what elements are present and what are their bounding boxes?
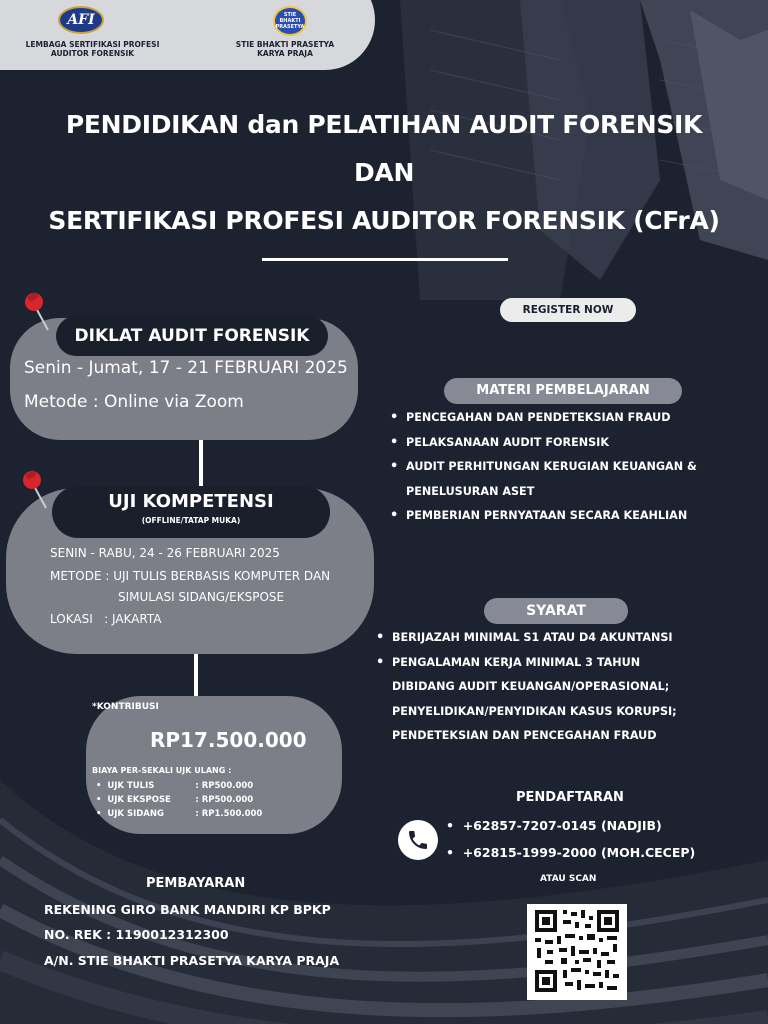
retake-item: • UJK EKSPOSE : RP500.000 bbox=[96, 795, 254, 805]
uji-heading: UJI KOMPETENSI bbox=[108, 491, 274, 512]
title-line-1: PENDIDIKAN dan PELATIHAN AUDIT FORENSIK bbox=[65, 110, 703, 139]
retake-item: • UJK TULIS : RP500.000 bbox=[96, 781, 254, 791]
afi-logo: AFI bbox=[58, 6, 104, 34]
syarat-list bbox=[372, 626, 752, 749]
register-now-button[interactable]: REGISTER NOW bbox=[500, 298, 636, 322]
syarat-heading: SYARAT bbox=[484, 598, 628, 624]
title-line-2: DAN bbox=[353, 158, 415, 187]
list-item-text: PENGALAMAN KERJA MINIMAL 3 TAHUN bbox=[392, 655, 641, 669]
diklat-method: Metode : Online via Zoom bbox=[24, 392, 244, 412]
list-item-text: PENYELIDIKAN/PENYIDIKAN KASUS KORUPSI; bbox=[392, 704, 677, 718]
list-item bbox=[372, 651, 752, 749]
stie-logo: STIE BHAKTI PRASETYA bbox=[273, 6, 307, 36]
uji-date: SENIN - RABU, 24 - 26 FEBRUARI 2025 bbox=[50, 546, 280, 560]
uji-location: LOKASI : JAKARTA bbox=[50, 612, 162, 626]
pendaftaran-heading: PENDAFTARAN bbox=[516, 790, 624, 805]
materi-heading: MATERI PEMBELAJARAN bbox=[444, 378, 682, 404]
header-banner bbox=[0, 0, 375, 70]
uji-method-cont: SIMULASI SIDANG/EKSPOSE bbox=[118, 590, 285, 604]
phone-icon bbox=[398, 820, 438, 860]
phone-contact[interactable]: • +62857-7207-0145 (NADJIB) bbox=[446, 818, 662, 833]
list-item-text: AUDIT PERHITUNGAN KERUGIAN KEUANGAN & bbox=[406, 460, 697, 473]
retake-item-price: : RP1.500.000 bbox=[195, 809, 263, 819]
retake-item-name: UJK TULIS bbox=[107, 781, 155, 791]
pushpin-icon bbox=[22, 290, 54, 336]
timeline-connector bbox=[199, 440, 203, 488]
list-item-text: DIBIDANG AUDIT KEUANGAN/OPERASIONAL; bbox=[392, 680, 670, 693]
retake-item-name: UJK EKSPOSE bbox=[107, 795, 171, 805]
diklat-date: Senin - Jumat, 17 - 21 FEBRUARI 2025 bbox=[24, 358, 348, 378]
pushpin-icon bbox=[20, 468, 52, 514]
title-line-3: SERTIFIKASI PROFESI AUDITOR FORENSIK (CFrA) bbox=[48, 206, 720, 235]
list-item-text-cont: PENELUSURAN ASET bbox=[406, 484, 535, 498]
kontribusi-price: RP17.500.000 bbox=[150, 728, 307, 752]
retake-item: • UJK SIDANG : RP1.500.000 bbox=[96, 809, 263, 819]
uji-subheading: (OFFLINE/TATAP MUKA) bbox=[141, 516, 241, 525]
diklat-heading: DIKLAT AUDIT FORENSIK bbox=[56, 316, 328, 356]
retake-label: BIAYA PER-SEKALI UJK ULANG : bbox=[92, 766, 232, 775]
uji-heading-pill bbox=[52, 486, 330, 538]
title-divider bbox=[262, 258, 508, 261]
account-number: NO. REK : 1190012312300 bbox=[44, 927, 229, 942]
right-org-name: STIE BHAKTI PRASETYA KARYA PRAJA bbox=[235, 40, 335, 58]
phone-contact[interactable]: • +62815-1999-2000 (MOH.CECEP) bbox=[446, 845, 696, 860]
list-item: • BERIJAZAH MINIMAL S1 ATAU D4 AKUNTANSI bbox=[372, 626, 752, 651]
list-item bbox=[386, 455, 766, 504]
account-holder: A/N. STIE BHAKTI PRASETYA KARYA PRAJA bbox=[44, 953, 340, 968]
scan-label: ATAU SCAN bbox=[540, 874, 597, 884]
bank-account-line: REKENING GIRO BANK MANDIRI KP BPKP bbox=[44, 902, 331, 917]
phone-number[interactable]: +62815-1999-2000 (MOH.CECEP) bbox=[462, 845, 696, 860]
uji-method: METODE : UJI TULIS BERBASIS KOMPUTER DAN bbox=[50, 569, 331, 583]
retake-item-price: : RP500.000 bbox=[195, 781, 254, 791]
qr-code[interactable] bbox=[527, 904, 627, 1000]
materi-list bbox=[386, 406, 766, 529]
kontribusi-label: *KONTRIBUSI bbox=[92, 702, 159, 712]
list-item: • PEMBERIAN PERNYATAAN SECARA KEAHLIAN bbox=[386, 504, 766, 529]
pembayaran-heading: PEMBAYARAN bbox=[146, 876, 246, 891]
timeline-connector bbox=[194, 654, 198, 696]
retake-item-price: : RP500.000 bbox=[195, 795, 254, 805]
retake-item-name: UJK SIDANG bbox=[107, 809, 164, 819]
left-org-name: LEMBAGA SERTIFIKASI PROFESI AUDITOR FORENSIK bbox=[25, 40, 160, 58]
list-item: • PELAKSANAAN AUDIT FORENSIK bbox=[386, 431, 766, 456]
list-item: • PENCEGAHAN DAN PENDETEKSIAN FRAUD bbox=[386, 406, 766, 431]
phone-number[interactable]: +62857-7207-0145 (NADJIB) bbox=[462, 818, 662, 833]
list-item-text: PENDETEKSIAN DAN PENCEGAHAN FRAUD bbox=[392, 729, 657, 742]
